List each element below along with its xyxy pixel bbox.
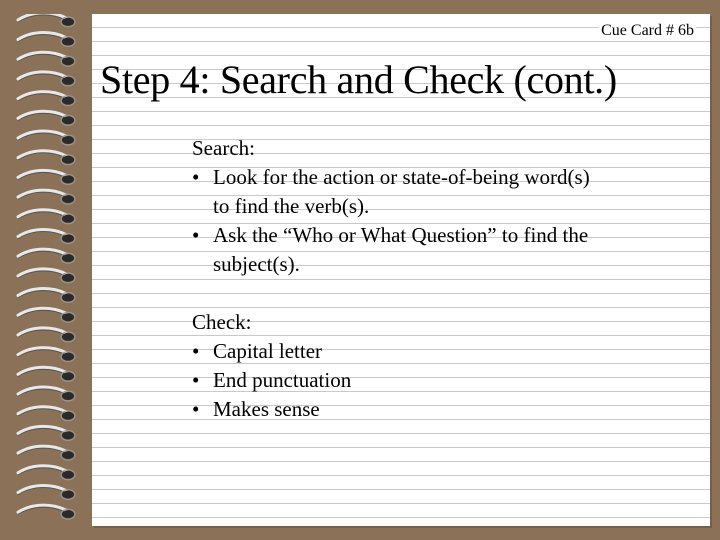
section-gap [192, 279, 692, 308]
spiral-coil [18, 328, 75, 342]
content-body [192, 134, 692, 424]
spiral-coil [18, 289, 75, 303]
bullet-text-line2: subject(s). [213, 252, 300, 276]
spiral-coil [18, 466, 75, 480]
bullet-text [213, 221, 692, 279]
spiral-coil [18, 485, 75, 499]
bullet-marker: • [192, 368, 200, 392]
bullet-marker: • [192, 165, 200, 189]
spiral-coil [18, 269, 75, 283]
spiral-coil [18, 505, 75, 519]
spiral-coil [18, 33, 75, 47]
bullet-text-line1: Look for the action or state-of-being word(s) [213, 165, 590, 189]
spiral-coil [18, 131, 75, 145]
spiral-coil [18, 229, 75, 243]
search-heading: Search: [192, 136, 255, 160]
spiral-coil [18, 14, 75, 27]
spiral-coil [18, 92, 75, 106]
spiral-coil [18, 151, 75, 165]
spiral-coil [18, 210, 75, 224]
bullet-text-line2: to find the verb(s). [213, 194, 370, 218]
spiral-coil [18, 72, 75, 86]
spiral-coil [18, 446, 75, 460]
cue-card-label: Cue Card # 6b [601, 22, 694, 39]
bullet-marker: • [192, 397, 200, 421]
check-bullet-1 [192, 337, 692, 366]
bullet-text [213, 163, 692, 221]
spiral-coil [18, 308, 75, 322]
notebook-page [92, 14, 710, 526]
spiral-coil [18, 407, 75, 421]
bullet-text: Makes sense [213, 397, 320, 421]
check-bullet-2 [192, 366, 692, 395]
spiral-coil [18, 190, 75, 204]
spiral-coil [18, 52, 75, 66]
search-bullet-1 [192, 163, 692, 221]
search-bullet-2 [192, 221, 692, 279]
bullet-text: End punctuation [213, 368, 352, 392]
spiral-coil [18, 387, 75, 401]
bullet-marker: • [192, 223, 200, 247]
bullet-text: Capital letter [213, 339, 323, 363]
spiral-coil [18, 111, 75, 125]
bullet-text-line1: Ask the “Who or What Question” to find the [213, 223, 589, 247]
spiral-coil [18, 170, 75, 184]
spiral-coil [18, 367, 75, 381]
bullet-marker: • [192, 339, 200, 363]
page-title: Step 4: Search and Check (cont.) [100, 57, 617, 102]
spiral-coil [18, 426, 75, 440]
spiral-coil [18, 249, 75, 263]
spiral-binding [0, 14, 100, 526]
check-bullet-3 [192, 395, 692, 424]
check-heading: Check: [192, 310, 252, 334]
spiral-coil [18, 348, 75, 362]
